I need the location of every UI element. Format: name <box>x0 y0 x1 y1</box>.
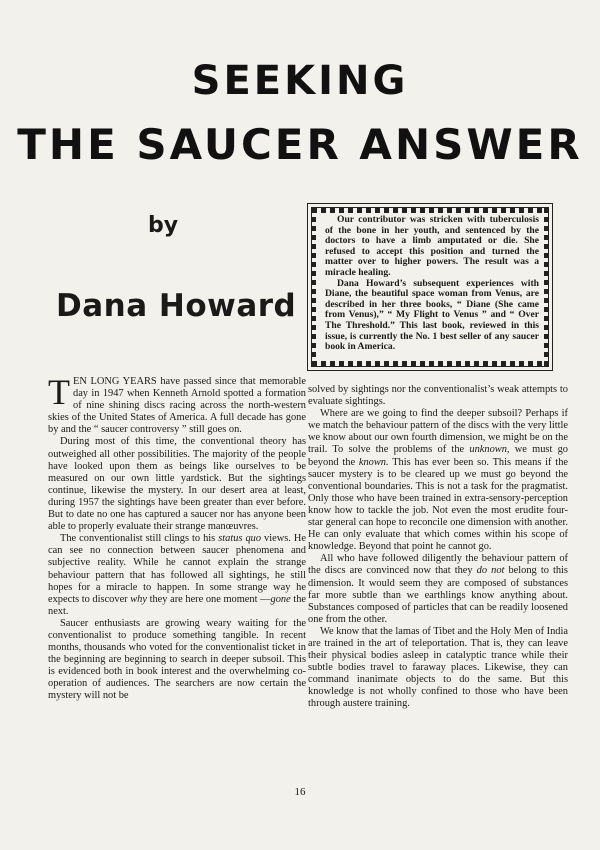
right-paragraph-4: We know that the lamas of Tibet and the Holy Men of India are trained in the art of teleportation. That is, they can leave their physical bodies asleep in catalyptic trance while their subtle bodies travel to faraway places. Likewise, they can command inanimate objects to do the same. But this knowledge is not wholly confined to those who have been through austere training. <box>308 625 568 710</box>
box-border-top <box>312 208 548 213</box>
right-paragraph-1: solved by sightings nor the conventionalist’s weak attempts to evaluate sightings. <box>308 384 568 408</box>
emphasis: do not <box>476 565 505 577</box>
text-run: The conventionalist still clings to his <box>60 533 219 545</box>
emphasis: unknown, <box>469 444 510 456</box>
emphasis: why <box>130 593 147 605</box>
box-border-left <box>312 208 316 366</box>
box-border-bottom <box>312 361 548 366</box>
emphasis: known. <box>358 456 389 468</box>
right-paragraph-2 <box>308 408 568 553</box>
text-run: belong to this dimension. It would seem they are composed of substances far more subtle than we earthlings know anything about. Substances composed of particles that can be readily loosened one from the other. <box>308 565 568 625</box>
text-run: they are here one moment — <box>147 593 271 605</box>
right-column <box>308 384 568 711</box>
emphasis: status quo <box>218 533 262 545</box>
box-border-right <box>544 208 548 366</box>
left-paragraph-3 <box>48 533 306 618</box>
drop-cap: T <box>48 372 70 412</box>
text-run: Where are we going to find the deeper subsoil? Perhaps if we match the behaviour pattern of the discs with the very little we know about our own fourth dimension, we might be on the trail. To solve the problems of the <box>308 408 568 456</box>
byline: by <box>148 213 179 238</box>
right-paragraph-3 <box>308 553 568 626</box>
editorial-note-paragraph-2: Dana Howard’s subsequent experiences with Diane, the beautiful space woman from Venus, are described in her three books, “ Diane (She came from Venus),” “ My Flight to Venus ” and “ Over The Threshold.” This last book, reviewed in this issue, is currently the No. 1 best seller of any saucer book in America. <box>325 277 539 353</box>
text-run: we must go beyond the <box>308 444 568 468</box>
page-number: 16 <box>294 786 306 798</box>
author-name: Dana Howard <box>56 288 297 324</box>
emphasis: gone <box>270 593 291 605</box>
left-paragraph-4: Saucer enthusiasts are growing weary waiting for the conventionalist to produce something tangible. In recent months, thousands who voted for the conventionalist ticket in the beginning are beginning to search in deeper subsoil. This is evidenced both in book interest and the overwhelming co-operation of audiences. The searchers are now certain the mystery will not be <box>48 617 306 702</box>
left-paragraph-2: During most of this time, the conventional theory has outweighed all other possibilities. The majority of the people have looked upon them as beings like ourselves to be measured on our own little yardstick. But the sightings continue, likewise the mystery. In our desert area at least, during 1957 the sightings have been greater than ever before. But to date no one has captured a saucer nor has anyone been able to properly evaluate their strange manœuvres. <box>48 436 306 533</box>
article-title-line-2: THE SAUCER ANSWER <box>17 120 583 169</box>
left-paragraph-1-text: have passed since that memorable day in 1947 when Kenneth Arnold spotted a formation of nine shining discs racing across the north-western skies of the United States of America. A full decade has gone by and the “ saucer controversy ” still goes on. <box>48 376 306 436</box>
text-run: the next. <box>48 593 306 617</box>
text-run: This has ever been so. This means if the saucer mystery is to be cleared up we must go beyond the conventional boundaries. This is not a task for the pragmatist. Only those who have been trained in extra-sensory-perception know how to tackle the job. Not even the most erudite four-star general can hope to reconcile one dimension with another. He can only evaluate that which comes within his scope of knowledge. Beyond that point he cannot go. <box>308 456 568 553</box>
left-column <box>48 372 307 703</box>
text-run: All who have followed diligently the behaviour pattern of the discs are convinced now that they <box>308 553 568 577</box>
article-title-line-1: SEEKING <box>191 58 409 104</box>
left-paragraph-1 <box>48 372 306 436</box>
lead-in-caps: EN LONG YEARS <box>73 376 157 387</box>
editorial-note-box <box>311 207 549 367</box>
editorial-note-paragraph-1: Our contributor was stricken with tuberculosis of the bone in her youth, and sentenced by the doctors to have a limb amputated or die. She refused to accept this position and turned the matter over to higher powers. The result was a miracle healing. <box>325 214 539 278</box>
text-run: views. He can see no connection between saucer phenomena and subjective reality. While he cannot explain the strange behaviour pattern that has followed all sightings, he still hopes for a miracle to happen. In some strange way he expects to discover <box>48 533 307 605</box>
